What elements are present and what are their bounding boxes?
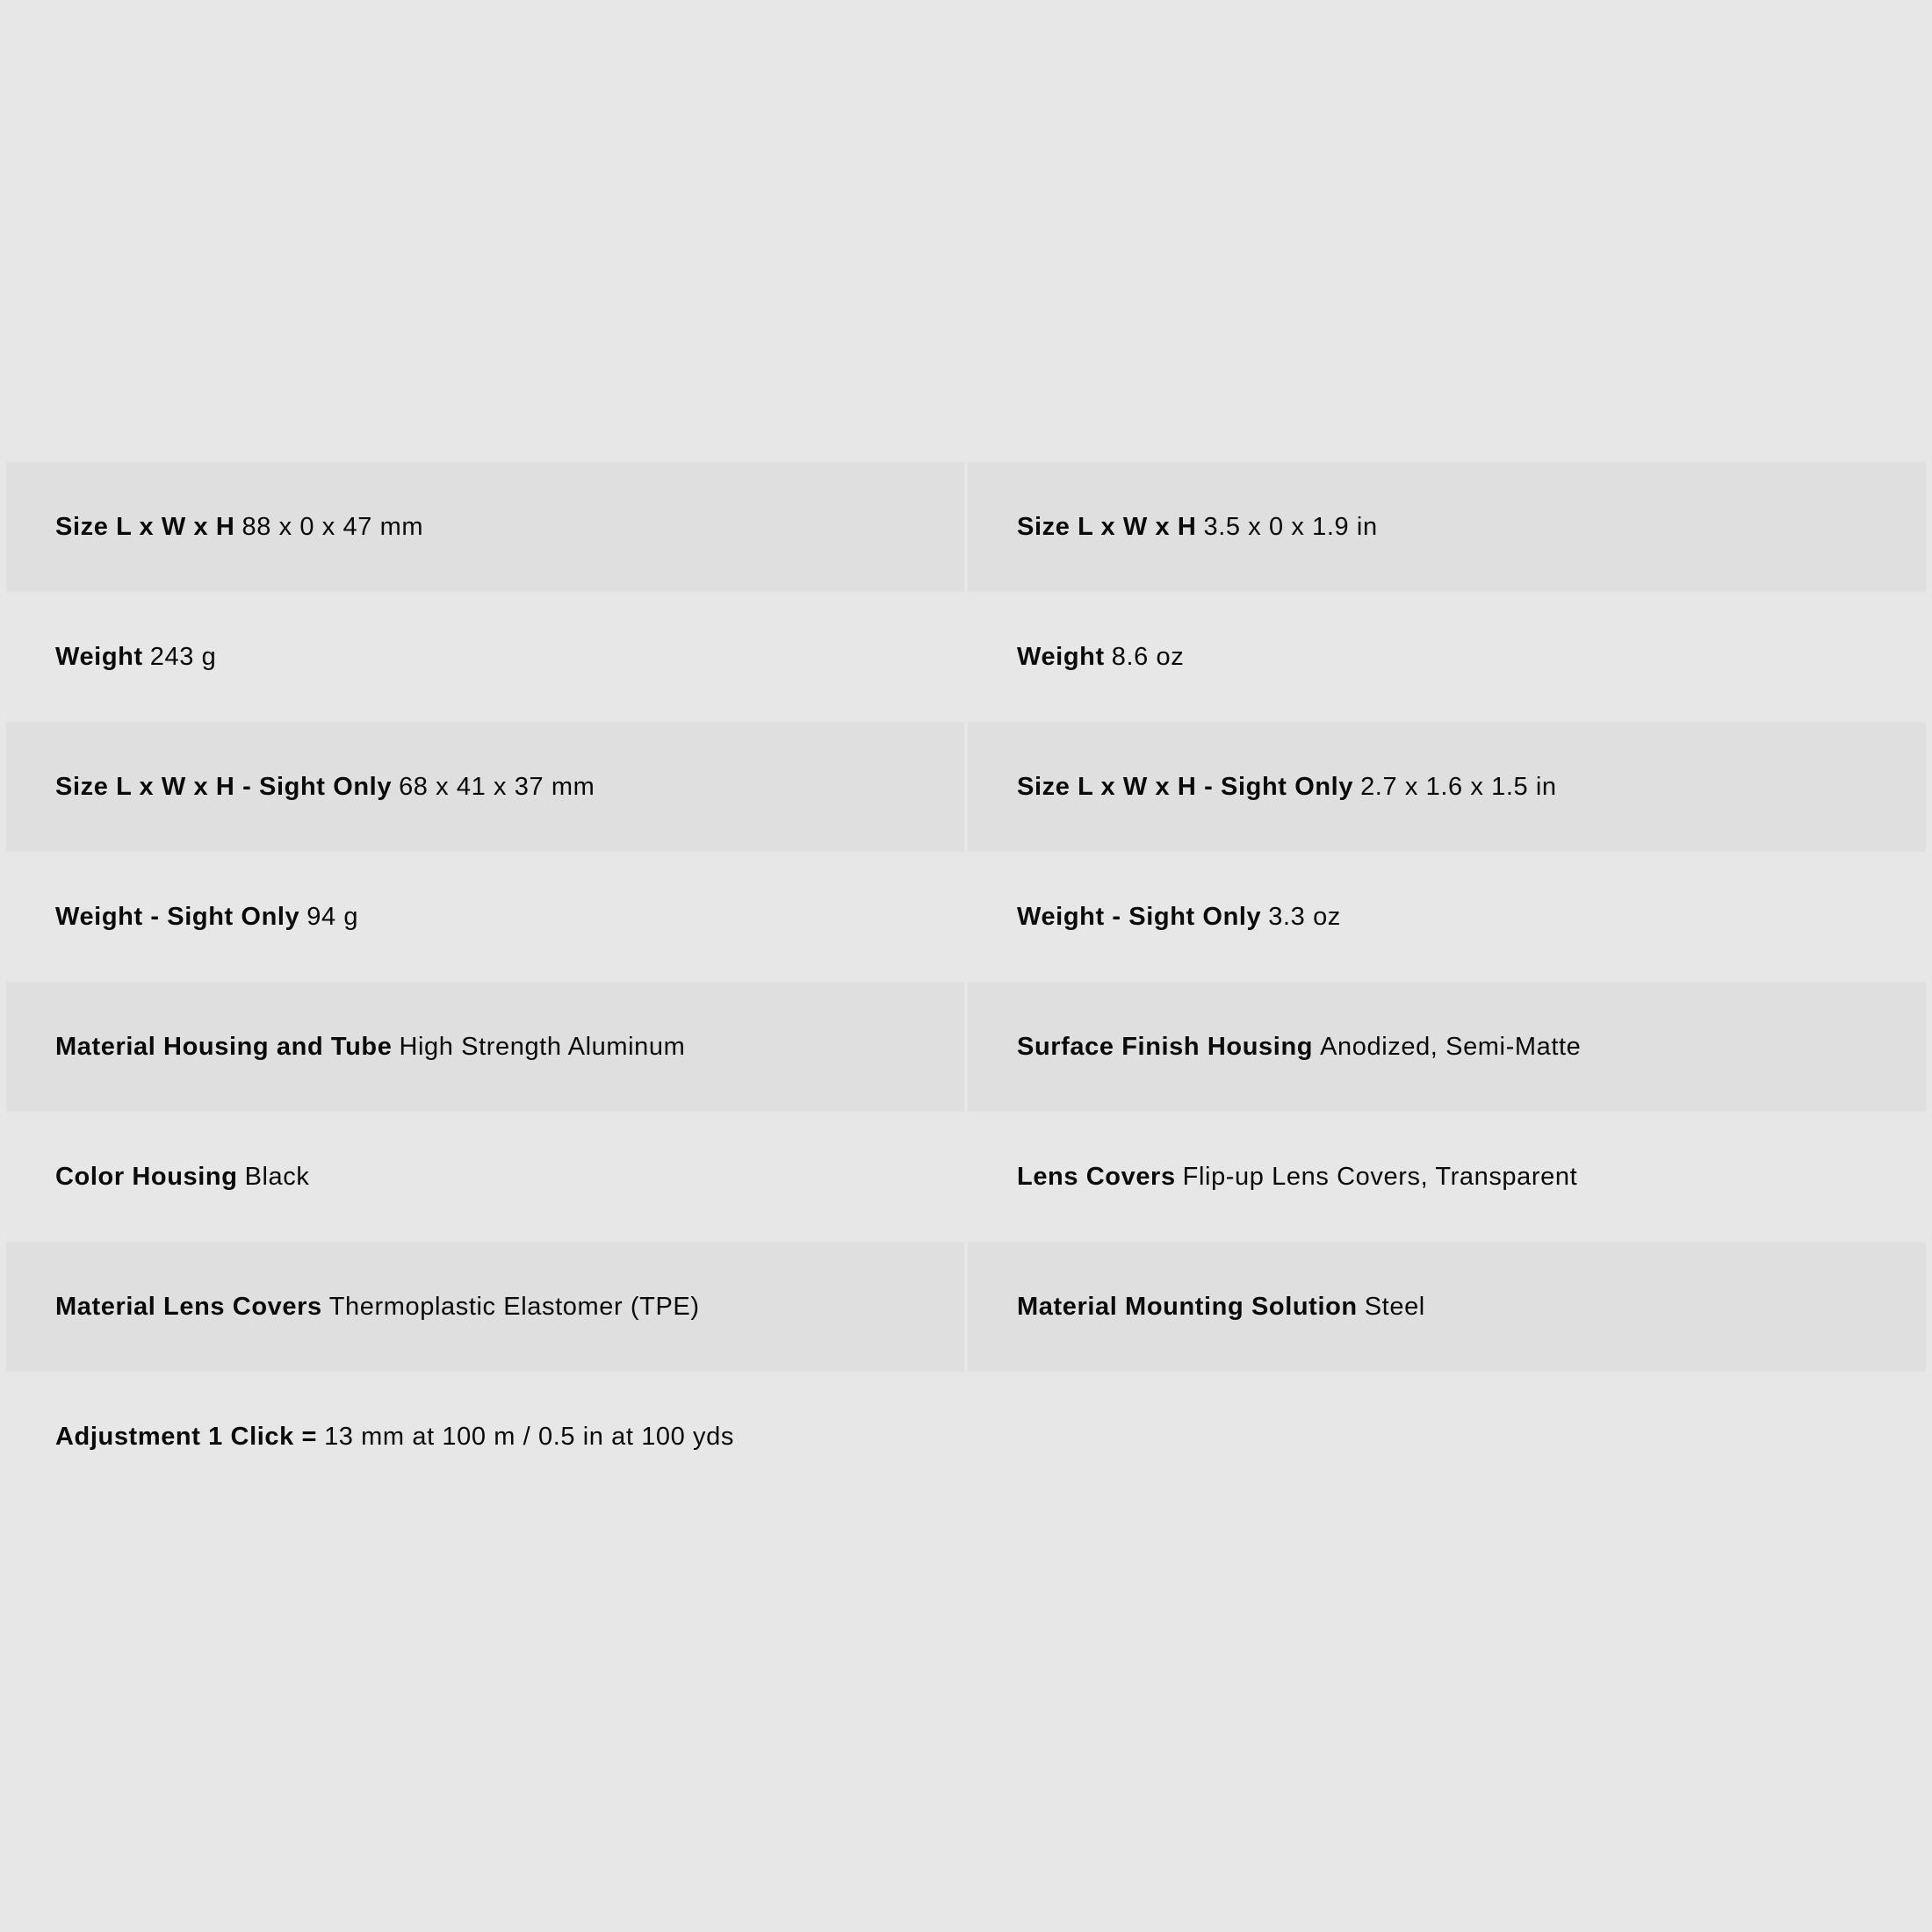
spec-cell-weight-sight-only-imperial	[968, 852, 1926, 982]
spec-value: 13 mm at 100 m / 0.5 in at 100 yds	[324, 1422, 734, 1451]
spec-label: Size L x W x H - Sight Only	[55, 772, 393, 801]
spec-cell-weight-metric	[6, 592, 964, 722]
spec-cell-color-housing	[6, 1112, 964, 1242]
spec-label: Lens Covers	[1017, 1162, 1176, 1191]
spec-value: 3.5 x 0 x 1.9 in	[1203, 512, 1378, 541]
spec-cell-material-lens-covers	[6, 1242, 964, 1372]
spec-value: Thermoplastic Elastomer (TPE)	[328, 1292, 700, 1321]
spec-label: Adjustment 1 Click =	[55, 1422, 318, 1451]
spec-cell-weight-imperial	[968, 592, 1926, 722]
spec-value: Flip-up Lens Covers, Transparent	[1182, 1162, 1578, 1191]
spec-label: Size L x W x H - Sight Only	[1017, 772, 1354, 801]
spec-cell-size-imperial	[968, 462, 1926, 592]
spec-label: Weight - Sight Only	[1017, 902, 1262, 931]
spec-value: Black	[244, 1162, 310, 1191]
spec-label: Material Housing and Tube	[55, 1032, 393, 1061]
spec-cell-size-sight-only-imperial	[968, 722, 1926, 852]
spec-cell-adjustment	[6, 1372, 964, 1502]
spec-label: Size L x W x H	[1017, 512, 1197, 541]
spec-value: 94 g	[306, 902, 359, 931]
spec-cell-weight-sight-only-metric	[6, 852, 964, 982]
spec-value: 8.6 oz	[1111, 642, 1185, 671]
spec-value: 88 x 0 x 47 mm	[242, 512, 424, 541]
spec-cell-empty	[968, 1372, 1926, 1502]
spec-label: Weight	[55, 642, 143, 671]
spec-cell-size-metric	[6, 462, 964, 592]
spec-label: Color Housing	[55, 1162, 238, 1191]
spec-cell-size-sight-only-metric	[6, 722, 964, 852]
spec-label: Material Lens Covers	[55, 1292, 322, 1321]
spec-value: 2.7 x 1.6 x 1.5 in	[1360, 772, 1557, 801]
spec-value: Anodized, Semi-Matte	[1320, 1032, 1582, 1061]
spec-label: Material Mounting Solution	[1017, 1292, 1358, 1321]
spec-value: 243 g	[149, 642, 217, 671]
spec-table	[6, 462, 1926, 1502]
spec-label: Weight	[1017, 642, 1105, 671]
spec-cell-material-housing	[6, 982, 964, 1112]
spec-label: Surface Finish Housing	[1017, 1032, 1314, 1061]
spec-cell-lens-covers	[968, 1112, 1926, 1242]
spec-cell-material-mounting	[968, 1242, 1926, 1372]
spec-value: 68 x 41 x 37 mm	[399, 772, 595, 801]
spec-value: High Strength Aluminum	[399, 1032, 686, 1061]
spec-label: Weight - Sight Only	[55, 902, 300, 931]
spec-value: Steel	[1364, 1292, 1425, 1321]
spec-value: 3.3 oz	[1268, 902, 1341, 931]
spec-label: Size L x W x H	[55, 512, 235, 541]
spec-cell-surface-finish	[968, 982, 1926, 1112]
